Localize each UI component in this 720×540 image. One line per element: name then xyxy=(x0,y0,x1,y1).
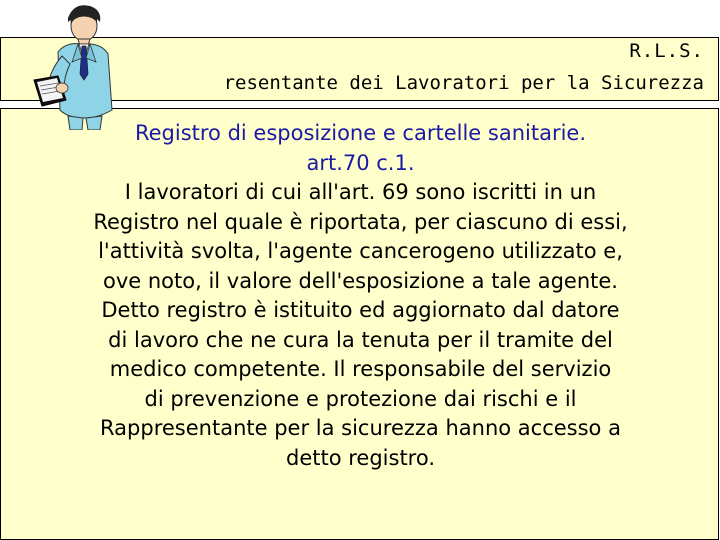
body-line: medico competente. Il responsabile del servizio xyxy=(109,357,612,381)
heading-line: Registro di esposizione e cartelle sanitarie. xyxy=(134,121,587,145)
header-title: R.L.S. xyxy=(629,40,704,62)
reading-man-illustration xyxy=(28,0,132,130)
header-subtitle: resentante dei Lavoratori per la Sicurezza xyxy=(223,72,704,94)
body-line: Detto registro è istituito ed aggiornato dal datore xyxy=(101,298,620,322)
body-line: di prevenzione e protezione dai rischi e il xyxy=(144,386,577,411)
body-line: detto registro. xyxy=(286,445,435,470)
body-line: l'attività svolta, l'agente cancerogeno utilizzato e, xyxy=(98,239,623,263)
body-line: I lavoratori di cui all'art. 69 sono iscritti in un xyxy=(124,180,597,204)
heading-line: art.70 c.1. xyxy=(306,150,415,175)
content-panel xyxy=(0,108,719,540)
body-line: di lavoro che ne cura la tenuta per il tramite del xyxy=(108,327,613,352)
body-line: Registro nel quale è riportata, per ciascuno di essi, xyxy=(93,209,628,234)
body-line: Rappresentante per la sicurezza hanno accesso a xyxy=(100,416,621,440)
body-line: ove noto, il valore dell'esposizione a tale agente. xyxy=(102,268,618,293)
hand xyxy=(56,83,68,93)
content-text xyxy=(1,119,720,473)
